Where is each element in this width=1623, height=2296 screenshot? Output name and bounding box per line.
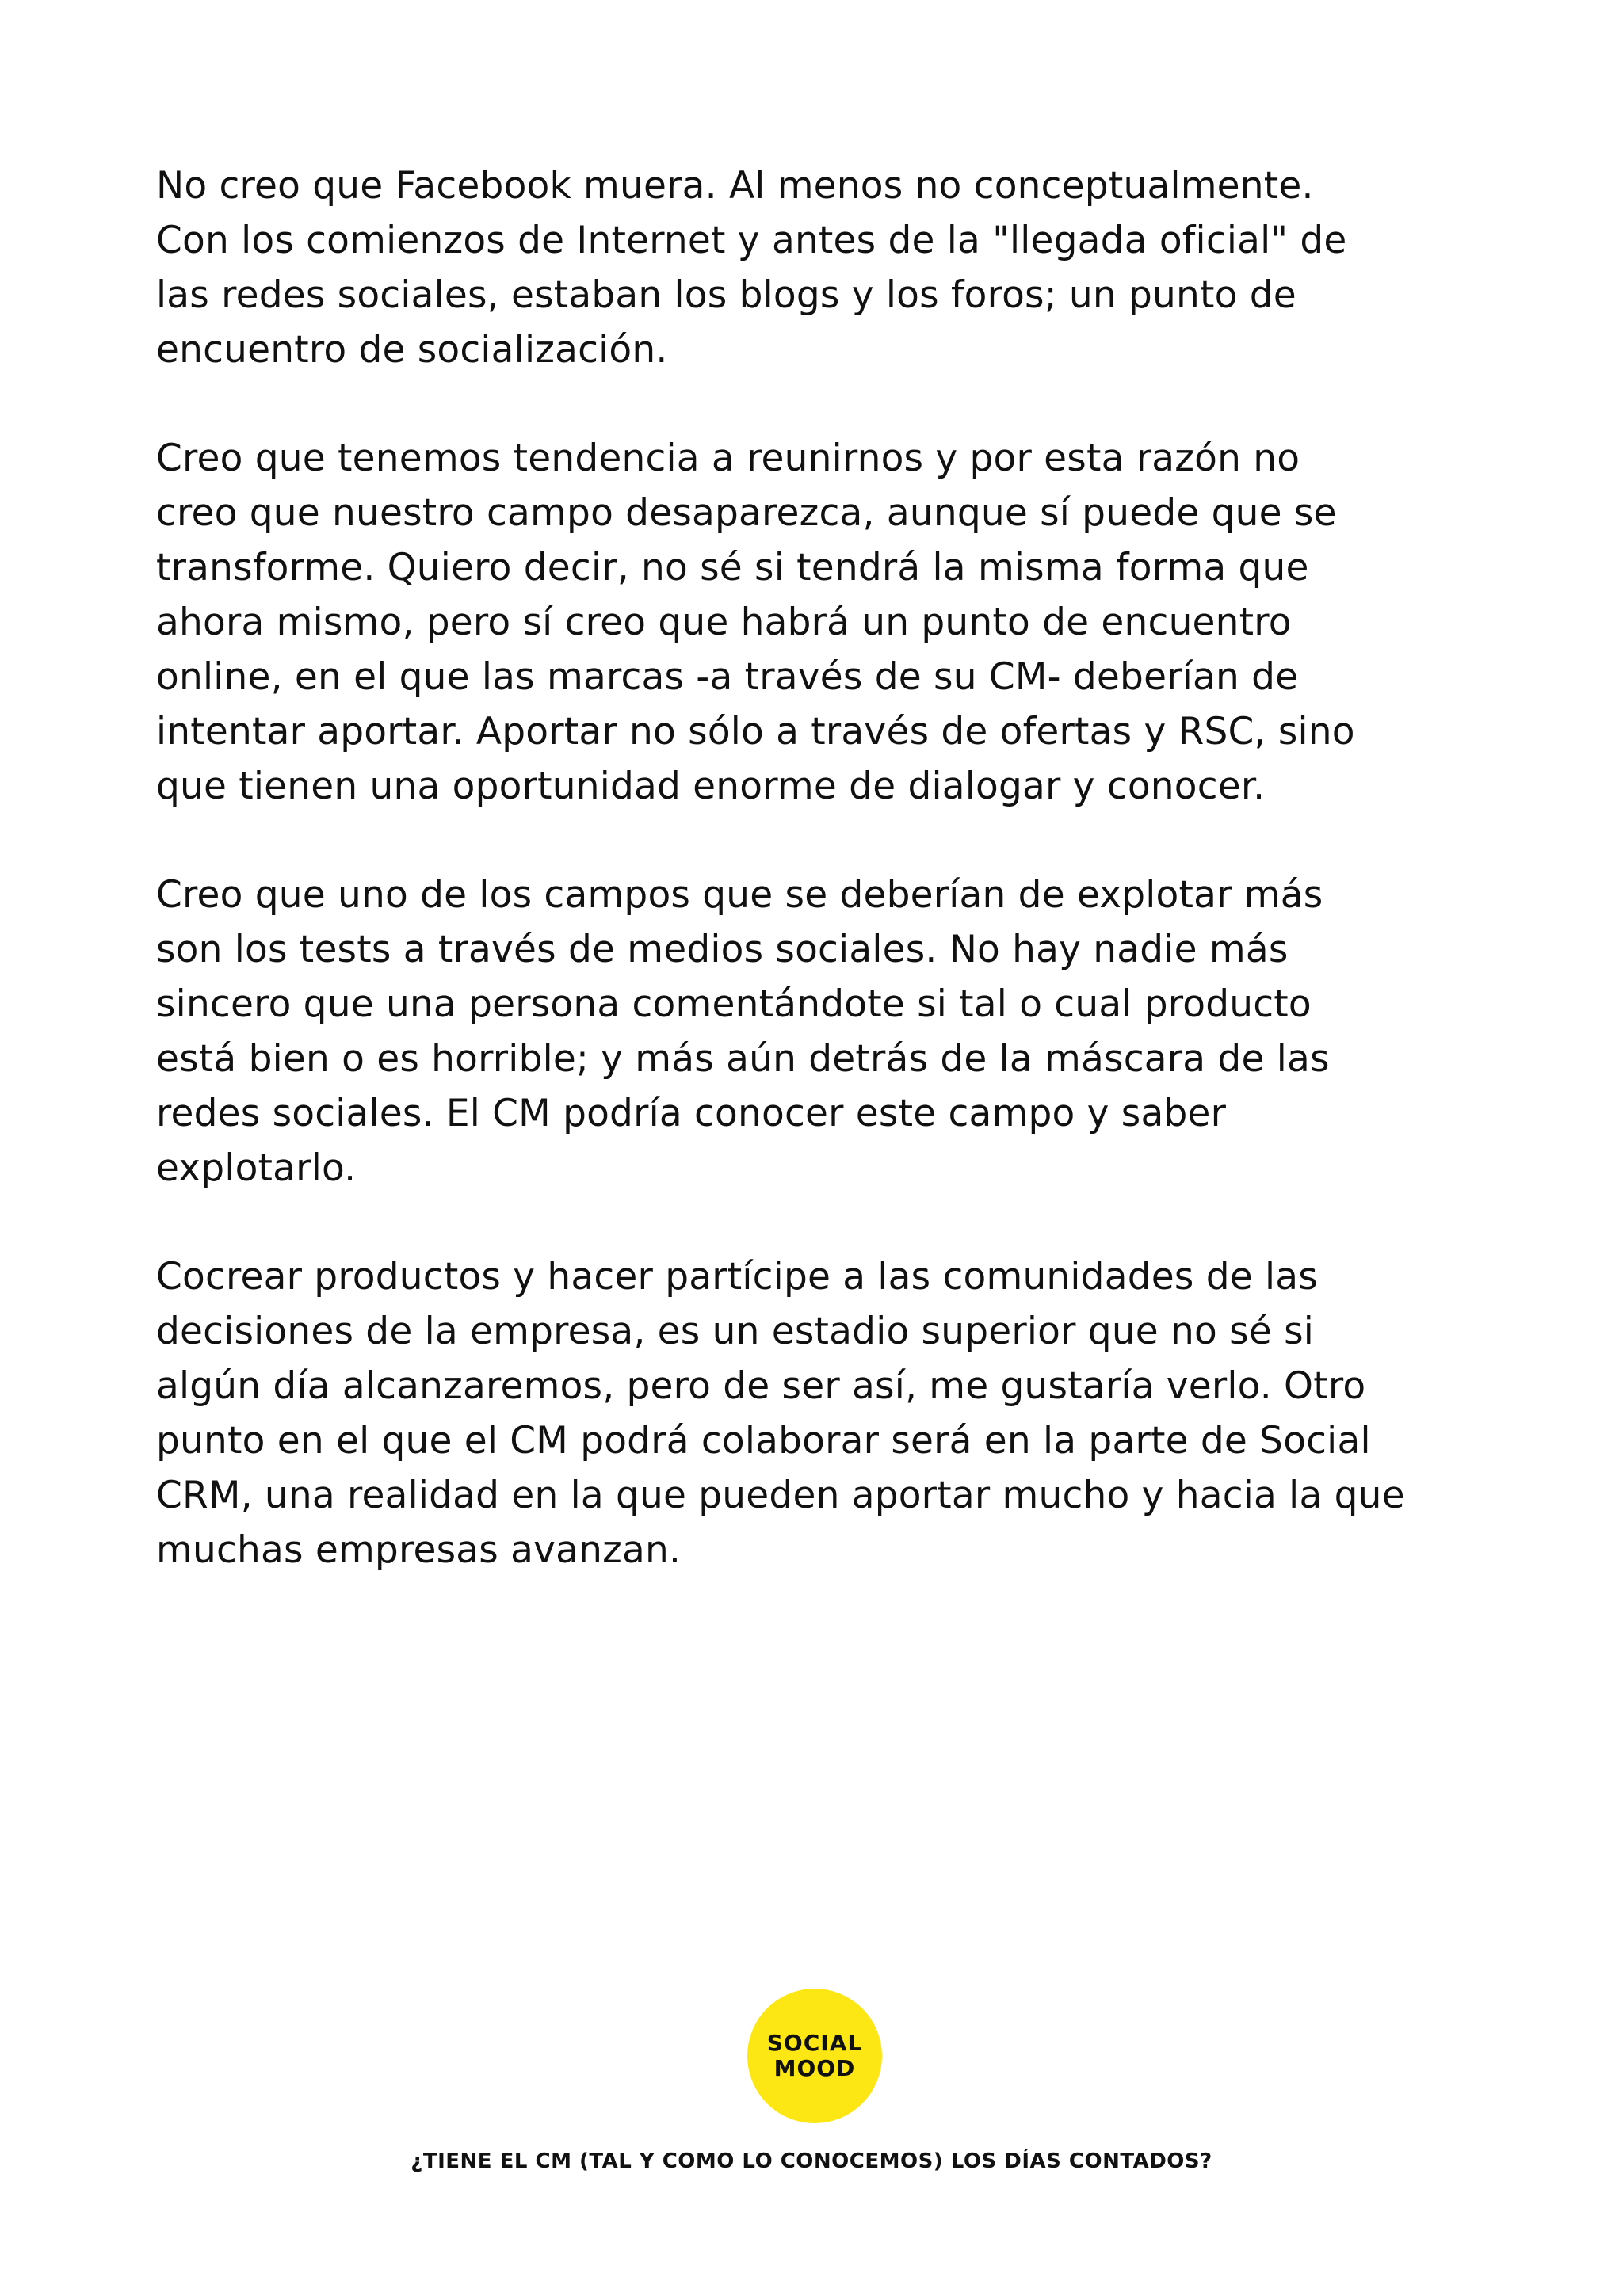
text-line: decisiones de la empresa, es un estadio superior que no sé si (156, 1310, 1315, 1353)
text-line: creo que nuestro campo desaparezca, aunque sí puede que se (156, 491, 1337, 535)
article-body (156, 158, 1487, 1631)
logo-text-mood: MOOD (773, 2055, 856, 2081)
text-line: intentar aportar. Aportar no sólo a través de ofertas y RSC, sino (156, 710, 1355, 753)
text-line: transforme. Quiero decir, no sé si tendrá la misma forma que (156, 546, 1309, 589)
text-line: ahora mismo, pero sí creo que habrá un punto de encuentro (156, 601, 1292, 644)
text-line: son los tests a través de medios sociales. No hay nadie más (156, 928, 1289, 971)
paragraph-2 (156, 431, 1487, 814)
text-line: que tienen una oportunidad enorme de dialogar y conocer. (156, 765, 1266, 808)
text-line: Cocrear productos y hacer partícipe a las comunidades de las (156, 1255, 1318, 1299)
text-line: explotarlo. (156, 1146, 357, 1190)
text-line: online, en el que las marcas -a través de su CM- deberían de (156, 655, 1299, 699)
text-line: No creo que Facebook muera. Al menos no conceptualmente. (156, 164, 1314, 208)
text-line: redes sociales. El CM podría conocer este campo y saber (156, 1092, 1227, 1135)
text-line: CRM, una realidad en la que pueden aportar mucho y hacia la que (156, 1474, 1405, 1517)
logo-text-social: SOCIAL (766, 2030, 863, 2056)
text-line: Creo que tenemos tendencia a reunirnos y por esta razón no (156, 437, 1300, 480)
paragraph-4 (156, 1249, 1487, 1577)
text-line: Creo que uno de los campos que se deberían de explotar más (156, 873, 1323, 917)
paragraph-1 (156, 158, 1487, 377)
text-line: sincero que una persona comentándote si tal o cual producto (156, 982, 1312, 1026)
text-line: encuentro de socialización. (156, 328, 668, 372)
text-line: Con los comienzos de Internet y antes de la "llegada oficial" de (156, 219, 1347, 262)
footer-title: ¿TIENE EL CM (TAL Y COMO LO CONOCEMOS) LOS DÍAS CONTADOS? (411, 2149, 1212, 2173)
social-mood-logo (747, 1989, 882, 2123)
text-line: las redes sociales, estaban los blogs y los foros; un punto de (156, 273, 1296, 317)
text-line: algún día alcanzaremos, pero de ser así, me gustaría verlo. Otro (156, 1364, 1366, 1408)
text-line: muchas empresas avanzan. (156, 1528, 682, 1572)
paragraph-3 (156, 868, 1487, 1196)
text-line: está bien o es horrible; y más aún detrás de la máscara de las (156, 1037, 1330, 1081)
text-line: punto en el que el CM podrá colaborar será en la parte de Social (156, 1419, 1371, 1463)
